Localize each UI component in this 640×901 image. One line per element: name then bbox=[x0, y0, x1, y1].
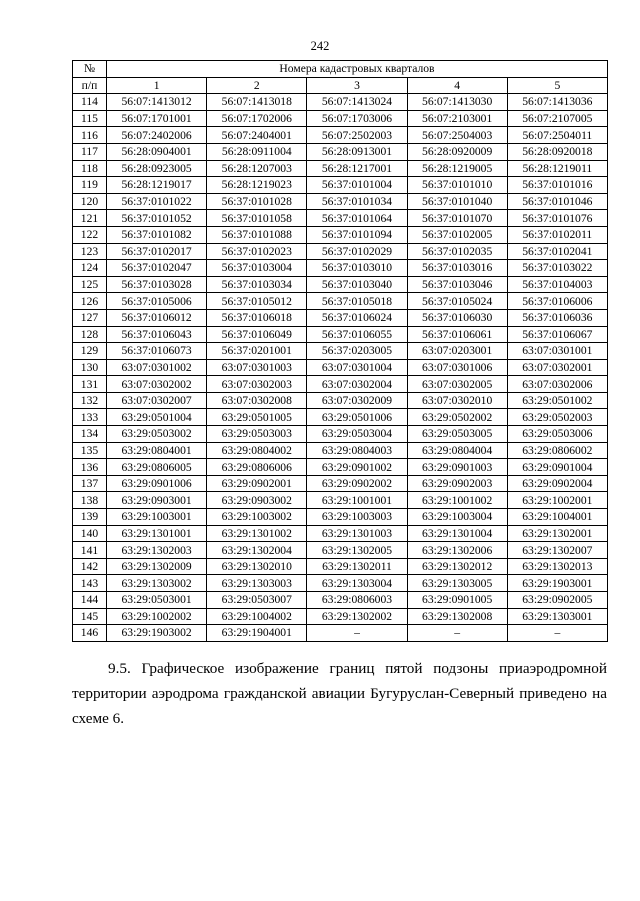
cadastral-number-cell: 63:07:0302010 bbox=[407, 392, 507, 409]
table-row bbox=[73, 392, 608, 409]
cadastral-number-cell: 56:37:0103010 bbox=[307, 260, 407, 277]
table-row bbox=[73, 475, 608, 492]
cadastral-number-cell: 63:29:1004001 bbox=[507, 509, 607, 526]
cadastral-number-cell: 56:28:1207003 bbox=[207, 160, 307, 177]
row-number-cell: 117 bbox=[73, 143, 107, 160]
cadastral-number-cell: 63:29:0901002 bbox=[307, 459, 407, 476]
cadastral-number-cell: 63:07:0302009 bbox=[307, 392, 407, 409]
row-number-cell: 130 bbox=[73, 359, 107, 376]
row-number-cell: 114 bbox=[73, 94, 107, 111]
cadastral-number-cell: 63:07:0302004 bbox=[307, 376, 407, 393]
table-row bbox=[73, 575, 608, 592]
cadastral-number-cell: 63:07:0301001 bbox=[507, 343, 607, 360]
footer-paragraph: 9.5. Графическое изображение границ пятой подзоны приаэродромной территории аэродрома гражданской авиации Бугуруслан-Северный приведено на схеме 6. bbox=[72, 660, 607, 727]
table-row bbox=[73, 426, 608, 443]
cadastral-number-cell: 63:29:0503002 bbox=[107, 426, 207, 443]
cadastral-number-cell: 63:07:0302008 bbox=[207, 392, 307, 409]
cadastral-number-cell: 56:37:0101028 bbox=[207, 193, 307, 210]
table-row bbox=[73, 542, 608, 559]
cadastral-number-cell: 63:29:1904001 bbox=[207, 625, 307, 642]
cadastral-number-cell: 56:37:0106012 bbox=[107, 309, 207, 326]
row-number-cell: 143 bbox=[73, 575, 107, 592]
cadastral-number-cell: 63:29:1302009 bbox=[107, 558, 207, 575]
row-number-cell: 137 bbox=[73, 475, 107, 492]
table-row bbox=[73, 293, 608, 310]
row-number-cell: 136 bbox=[73, 459, 107, 476]
cadastral-number-cell: 63:29:1302005 bbox=[307, 542, 407, 559]
cadastral-number-cell: 56:37:0103004 bbox=[207, 260, 307, 277]
cadastral-number-cell: 56:37:0105018 bbox=[307, 293, 407, 310]
cadastral-number-cell: 56:37:0103046 bbox=[407, 276, 507, 293]
cadastral-number-cell: 63:29:1303001 bbox=[507, 608, 607, 625]
table-row bbox=[73, 558, 608, 575]
row-number-cell: 126 bbox=[73, 293, 107, 310]
table-row bbox=[73, 359, 608, 376]
cadastral-number-cell: 56:37:0101088 bbox=[207, 226, 307, 243]
cadastral-number-cell: 56:07:2502003 bbox=[307, 127, 407, 144]
row-number-cell: 132 bbox=[73, 392, 107, 409]
cadastral-number-cell: 63:29:1301003 bbox=[307, 525, 407, 542]
cadastral-number-cell: 63:29:1302012 bbox=[407, 558, 507, 575]
cadastral-number-cell: 56:37:0106043 bbox=[107, 326, 207, 343]
cadastral-number-cell: 63:29:0806003 bbox=[307, 592, 407, 609]
cadastral-number-cell: 63:29:1003002 bbox=[207, 509, 307, 526]
cadastral-number-cell: 63:29:1302010 bbox=[207, 558, 307, 575]
column-header: 4 bbox=[407, 77, 507, 94]
table-body bbox=[73, 61, 608, 642]
cadastral-number-cell: 63:07:0302001 bbox=[507, 359, 607, 376]
cadastral-number-cell: 56:37:0101094 bbox=[307, 226, 407, 243]
row-number-cell: 121 bbox=[73, 210, 107, 227]
cadastral-number-cell: 63:29:0503007 bbox=[207, 592, 307, 609]
cadastral-number-cell: 56:37:0101040 bbox=[407, 193, 507, 210]
cadastral-number-cell: 63:29:1302011 bbox=[307, 558, 407, 575]
cadastral-number-cell: 63:29:1303005 bbox=[407, 575, 507, 592]
cadastral-number-cell: 56:07:1413036 bbox=[507, 94, 607, 111]
cadastral-number-cell: 63:29:0901006 bbox=[107, 475, 207, 492]
cadastral-number-cell: 56:07:2504011 bbox=[507, 127, 607, 144]
cadastral-number-cell: 63:29:1302001 bbox=[507, 525, 607, 542]
cadastral-number-cell: 63:29:1003004 bbox=[407, 509, 507, 526]
row-number-cell: 133 bbox=[73, 409, 107, 426]
row-number-cell: 140 bbox=[73, 525, 107, 542]
cadastral-number-cell: 63:29:0804001 bbox=[107, 442, 207, 459]
cadastral-number-cell: 63:07:0301006 bbox=[407, 359, 507, 376]
column-header: 2 bbox=[207, 77, 307, 94]
table-row bbox=[73, 459, 608, 476]
row-number-cell: 128 bbox=[73, 326, 107, 343]
cadastral-number-cell: – bbox=[507, 625, 607, 642]
cadastral-number-cell: 56:37:0102023 bbox=[207, 243, 307, 260]
cadastral-number-cell: 56:37:0101070 bbox=[407, 210, 507, 227]
cadastral-number-cell: 56:37:0106024 bbox=[307, 309, 407, 326]
cadastral-number-cell: 63:29:0806002 bbox=[507, 442, 607, 459]
table-row bbox=[73, 442, 608, 459]
cadastral-number-cell: 56:37:0101022 bbox=[107, 193, 207, 210]
cadastral-number-cell: 63:29:1302007 bbox=[507, 542, 607, 559]
table-row bbox=[73, 193, 608, 210]
cadastral-number-cell: 56:37:0201001 bbox=[207, 343, 307, 360]
cadastral-number-cell: 63:29:1002002 bbox=[107, 608, 207, 625]
cadastral-number-cell: 56:28:1219023 bbox=[207, 177, 307, 194]
row-number-cell: 139 bbox=[73, 509, 107, 526]
cadastral-number-cell: 56:37:0103028 bbox=[107, 276, 207, 293]
cadastral-number-cell: 63:29:0901003 bbox=[407, 459, 507, 476]
table-row bbox=[73, 326, 608, 343]
cadastral-number-cell: 63:29:0902004 bbox=[507, 475, 607, 492]
cadastral-number-cell: 56:37:0103040 bbox=[307, 276, 407, 293]
cadastral-number-cell: 56:37:0101046 bbox=[507, 193, 607, 210]
cadastral-number-cell: 56:37:0101016 bbox=[507, 177, 607, 194]
cadastral-number-cell: 63:29:0503006 bbox=[507, 426, 607, 443]
cadastral-number-cell: 63:07:0302006 bbox=[507, 376, 607, 393]
cadastral-number-cell: 63:07:0302005 bbox=[407, 376, 507, 393]
row-number-cell: 125 bbox=[73, 276, 107, 293]
cadastral-number-cell: 63:29:0902002 bbox=[307, 475, 407, 492]
cadastral-number-cell: 56:28:0913001 bbox=[307, 143, 407, 160]
cadastral-number-cell: 63:29:0901004 bbox=[507, 459, 607, 476]
table-row bbox=[73, 110, 608, 127]
cadastral-number-cell: 56:37:0103016 bbox=[407, 260, 507, 277]
cadastral-number-cell: 56:07:1413024 bbox=[307, 94, 407, 111]
cadastral-number-cell: 63:29:1004002 bbox=[207, 608, 307, 625]
cadastral-number-cell: 63:07:0302007 bbox=[107, 392, 207, 409]
cadastral-number-cell: 56:37:0103022 bbox=[507, 260, 607, 277]
cadastral-number-cell: 63:29:0503005 bbox=[407, 426, 507, 443]
cadastral-number-cell: 63:29:0501006 bbox=[307, 409, 407, 426]
cadastral-number-cell: 56:07:1703006 bbox=[307, 110, 407, 127]
cadastral-number-cell: 56:37:0105012 bbox=[207, 293, 307, 310]
row-number-cell: 122 bbox=[73, 226, 107, 243]
cadastral-number-cell: 56:37:0104003 bbox=[507, 276, 607, 293]
cadastral-number-cell: 63:29:0501005 bbox=[207, 409, 307, 426]
cadastral-number-cell: 56:07:2103001 bbox=[407, 110, 507, 127]
cadastral-number-cell: 56:28:1217001 bbox=[307, 160, 407, 177]
table-row bbox=[73, 143, 608, 160]
row-number-cell: 138 bbox=[73, 492, 107, 509]
row-number-cell: 142 bbox=[73, 558, 107, 575]
cadastral-number-cell: 63:29:1903001 bbox=[507, 575, 607, 592]
row-number-cell: 116 bbox=[73, 127, 107, 144]
cadastral-number-cell: 63:29:1302006 bbox=[407, 542, 507, 559]
cadastral-number-cell: 63:29:1003001 bbox=[107, 509, 207, 526]
table-row bbox=[73, 210, 608, 227]
cadastral-number-cell: 63:29:0502003 bbox=[507, 409, 607, 426]
column-header: 1 bbox=[107, 77, 207, 94]
cadastral-number-cell: 56:37:0101076 bbox=[507, 210, 607, 227]
cadastral-number-cell: 63:29:1301001 bbox=[107, 525, 207, 542]
cadastral-number-cell: 56:37:0106061 bbox=[407, 326, 507, 343]
table-row bbox=[73, 608, 608, 625]
table-row bbox=[73, 276, 608, 293]
cadastral-number-cell: 56:07:1413012 bbox=[107, 94, 207, 111]
cadastral-number-cell: 56:37:0106030 bbox=[407, 309, 507, 326]
header-group-title: Номера кадастровых кварталов bbox=[107, 61, 608, 78]
cadastral-number-cell: 56:07:2404001 bbox=[207, 127, 307, 144]
cadastral-number-cell: 56:37:0102035 bbox=[407, 243, 507, 260]
column-header: 3 bbox=[307, 77, 407, 94]
header-num-top: № bbox=[73, 61, 107, 78]
cadastral-number-cell: 56:37:0106006 bbox=[507, 293, 607, 310]
table-row bbox=[73, 592, 608, 609]
cadastral-number-cell: 63:29:0804003 bbox=[307, 442, 407, 459]
cadastral-number-cell: 56:37:0105024 bbox=[407, 293, 507, 310]
cadastral-number-cell: 56:07:2504003 bbox=[407, 127, 507, 144]
table-row bbox=[73, 160, 608, 177]
cadastral-number-cell: 63:07:0301003 bbox=[207, 359, 307, 376]
cadastral-number-cell: 63:29:0902003 bbox=[407, 475, 507, 492]
row-number-cell: 115 bbox=[73, 110, 107, 127]
cadastral-number-cell: 63:29:1302013 bbox=[507, 558, 607, 575]
cadastral-number-cell: 56:37:0101058 bbox=[207, 210, 307, 227]
table-header-row-1 bbox=[73, 61, 608, 78]
cadastral-number-cell: 63:29:0806005 bbox=[107, 459, 207, 476]
table-row bbox=[73, 409, 608, 426]
table-row bbox=[73, 376, 608, 393]
table-row bbox=[73, 492, 608, 509]
cadastral-number-cell: 63:29:1903002 bbox=[107, 625, 207, 642]
cadastral-number-cell: 56:07:1701001 bbox=[107, 110, 207, 127]
table-row bbox=[73, 509, 608, 526]
cadastral-number-cell: 63:07:0301002 bbox=[107, 359, 207, 376]
row-number-cell: 118 bbox=[73, 160, 107, 177]
cadastral-number-cell: 63:29:1302008 bbox=[407, 608, 507, 625]
cadastral-number-cell: 56:28:0920009 bbox=[407, 143, 507, 160]
cadastral-number-cell: 56:37:0101034 bbox=[307, 193, 407, 210]
cadastral-number-cell: 63:29:1002001 bbox=[507, 492, 607, 509]
cadastral-number-cell: 63:29:0503001 bbox=[107, 592, 207, 609]
cadastral-number-cell: 63:29:0902005 bbox=[507, 592, 607, 609]
cadastral-number-cell: 63:29:1302002 bbox=[307, 608, 407, 625]
cadastral-number-cell: 56:28:0920018 bbox=[507, 143, 607, 160]
cadastral-number-cell: 56:37:0106036 bbox=[507, 309, 607, 326]
cadastral-number-cell: 56:28:1219017 bbox=[107, 177, 207, 194]
cadastral-number-cell: 56:37:0106049 bbox=[207, 326, 307, 343]
table-row bbox=[73, 243, 608, 260]
row-number-cell: 123 bbox=[73, 243, 107, 260]
cadastral-number-cell: 63:29:0902001 bbox=[207, 475, 307, 492]
cadastral-number-cell: 63:29:1001001 bbox=[307, 492, 407, 509]
cadastral-number-cell: 56:28:0923005 bbox=[107, 160, 207, 177]
header-num-bottom: п/п bbox=[73, 77, 107, 94]
row-number-cell: 146 bbox=[73, 625, 107, 642]
cadastral-number-cell: 56:37:0102047 bbox=[107, 260, 207, 277]
cadastral-number-cell: 63:29:1003003 bbox=[307, 509, 407, 526]
table-row bbox=[73, 127, 608, 144]
cadastral-number-cell: 56:28:1219005 bbox=[407, 160, 507, 177]
cadastral-number-cell: 63:07:0301004 bbox=[307, 359, 407, 376]
cadastral-number-cell: 63:29:0503003 bbox=[207, 426, 307, 443]
table-row bbox=[73, 260, 608, 277]
cadastral-number-cell: 56:28:0904001 bbox=[107, 143, 207, 160]
cadastral-number-cell: 56:37:0106073 bbox=[107, 343, 207, 360]
cadastral-number-cell: 56:07:2402006 bbox=[107, 127, 207, 144]
cadastral-number-cell: 63:29:0901005 bbox=[407, 592, 507, 609]
page-number: 242 bbox=[310, 39, 330, 53]
table-header-row-2 bbox=[73, 77, 608, 94]
cadastral-number-cell: 56:37:0101082 bbox=[107, 226, 207, 243]
cadastral-number-cell: 63:29:0501004 bbox=[107, 409, 207, 426]
cadastral-number-cell: 56:37:0105006 bbox=[107, 293, 207, 310]
cadastral-number-cell: 56:37:0101064 bbox=[307, 210, 407, 227]
cadastral-number-cell: 56:37:0203005 bbox=[307, 343, 407, 360]
cadastral-number-cell: 56:07:1413018 bbox=[207, 94, 307, 111]
cadastral-number-cell: 56:37:0103034 bbox=[207, 276, 307, 293]
table-row bbox=[73, 343, 608, 360]
row-number-cell: 145 bbox=[73, 608, 107, 625]
cadastral-quarters-table bbox=[72, 60, 608, 642]
cadastral-number-cell: 63:29:0804002 bbox=[207, 442, 307, 459]
cadastral-number-cell: 63:29:1302003 bbox=[107, 542, 207, 559]
cadastral-number-cell: 56:37:0101004 bbox=[307, 177, 407, 194]
table-row bbox=[73, 177, 608, 194]
cadastral-number-cell: 63:29:1001002 bbox=[407, 492, 507, 509]
cadastral-number-cell: 63:29:0903002 bbox=[207, 492, 307, 509]
row-number-cell: 127 bbox=[73, 309, 107, 326]
cadastral-number-cell: – bbox=[307, 625, 407, 642]
cadastral-number-cell: 56:28:1219011 bbox=[507, 160, 607, 177]
column-header: 5 bbox=[507, 77, 607, 94]
cadastral-number-cell: 63:29:0806006 bbox=[207, 459, 307, 476]
table-row bbox=[73, 625, 608, 642]
cadastral-number-cell: 63:29:0502002 bbox=[407, 409, 507, 426]
cadastral-number-cell: 63:29:1303002 bbox=[107, 575, 207, 592]
cadastral-number-cell: 63:29:1303003 bbox=[207, 575, 307, 592]
row-number-cell: 119 bbox=[73, 177, 107, 194]
cadastral-number-cell: 56:37:0102041 bbox=[507, 243, 607, 260]
row-number-cell: 134 bbox=[73, 426, 107, 443]
table-row bbox=[73, 525, 608, 542]
row-number-cell: 135 bbox=[73, 442, 107, 459]
cadastral-number-cell: 56:37:0106018 bbox=[207, 309, 307, 326]
cadastral-number-cell: 63:07:0302003 bbox=[207, 376, 307, 393]
cadastral-number-cell: 63:07:0203001 bbox=[407, 343, 507, 360]
cadastral-number-cell: 56:07:1702006 bbox=[207, 110, 307, 127]
cadastral-number-cell: 56:37:0101010 bbox=[407, 177, 507, 194]
cadastral-number-cell: 56:07:1413030 bbox=[407, 94, 507, 111]
table-row bbox=[73, 94, 608, 111]
cadastral-number-cell: 56:37:0102017 bbox=[107, 243, 207, 260]
cadastral-number-cell: 63:29:1302004 bbox=[207, 542, 307, 559]
cadastral-number-cell: 56:37:0102005 bbox=[407, 226, 507, 243]
cadastral-number-cell: 63:29:1301004 bbox=[407, 525, 507, 542]
table-row bbox=[73, 226, 608, 243]
cadastral-number-cell: 63:29:0903001 bbox=[107, 492, 207, 509]
cadastral-number-cell: 63:29:0804004 bbox=[407, 442, 507, 459]
cadastral-number-cell: 56:07:2107005 bbox=[507, 110, 607, 127]
cadastral-number-cell: 63:29:1301002 bbox=[207, 525, 307, 542]
cadastral-number-cell: 56:28:0911004 bbox=[207, 143, 307, 160]
cadastral-number-cell: 56:37:0106067 bbox=[507, 326, 607, 343]
cadastral-number-cell: – bbox=[407, 625, 507, 642]
cadastral-number-cell: 63:29:0503004 bbox=[307, 426, 407, 443]
row-number-cell: 129 bbox=[73, 343, 107, 360]
cadastral-number-cell: 63:07:0302002 bbox=[107, 376, 207, 393]
table-row bbox=[73, 309, 608, 326]
cadastral-number-cell: 63:29:0501002 bbox=[507, 392, 607, 409]
cadastral-number-cell: 56:37:0102011 bbox=[507, 226, 607, 243]
cadastral-number-cell: 56:37:0102029 bbox=[307, 243, 407, 260]
cadastral-number-cell: 56:37:0106055 bbox=[307, 326, 407, 343]
cadastral-number-cell: 63:29:1303004 bbox=[307, 575, 407, 592]
row-number-cell: 131 bbox=[73, 376, 107, 393]
row-number-cell: 144 bbox=[73, 592, 107, 609]
row-number-cell: 141 bbox=[73, 542, 107, 559]
row-number-cell: 124 bbox=[73, 260, 107, 277]
row-number-cell: 120 bbox=[73, 193, 107, 210]
cadastral-number-cell: 56:37:0101052 bbox=[107, 210, 207, 227]
